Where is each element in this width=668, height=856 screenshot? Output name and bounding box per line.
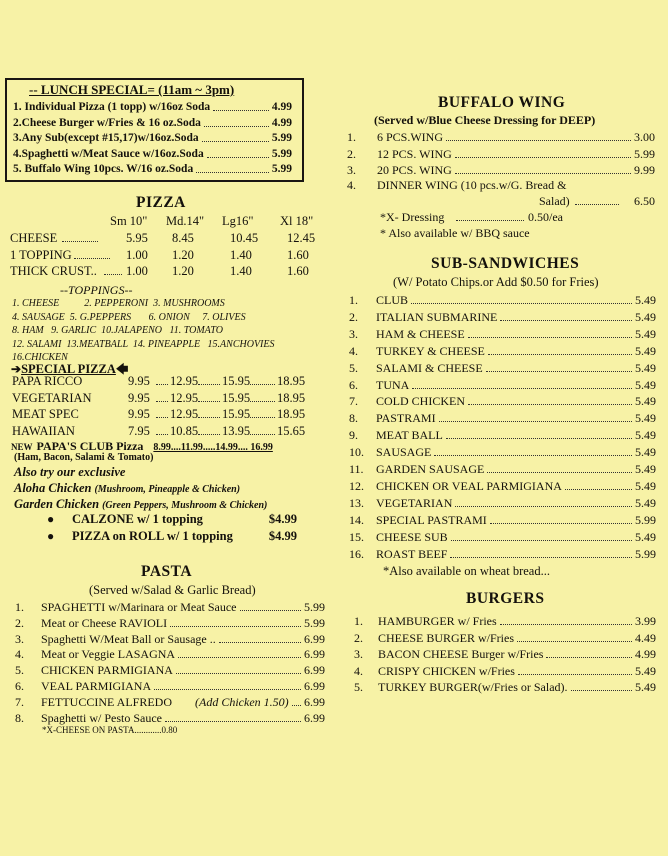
dinner-wing-price: 6.50	[634, 194, 655, 208]
pizza-row-price: 10.45	[230, 231, 259, 245]
item-name: CHEESE BURGER w/Fries	[378, 630, 515, 645]
sub-item	[349, 393, 656, 409]
special-pizza-price: 18.95	[277, 374, 306, 388]
toppings-line: 16.CHICKEN	[12, 352, 68, 363]
pizza-row-price: 12.45	[287, 231, 316, 245]
special-pizza-price: 15.95	[222, 390, 251, 405]
pizza-row-price: 1.20	[172, 264, 194, 278]
item-name: 20 PCS. WING	[377, 163, 452, 177]
item-number: 3.	[347, 163, 356, 177]
special-pizza-price: 12.95	[170, 407, 199, 421]
leader-dots	[198, 401, 220, 402]
lunch-special-item	[13, 161, 292, 177]
leader-dots	[202, 141, 269, 142]
item-number: 1.	[349, 293, 358, 307]
pasta-item	[15, 678, 325, 694]
pizza-size-label: Md.14"	[166, 214, 205, 228]
leader-dots	[250, 434, 275, 435]
item-name: TURKEY BURGER(w/Fries or Salad).	[378, 680, 568, 694]
sub-item	[349, 529, 656, 545]
pizza-roll-price: $4.99	[268, 529, 297, 543]
item-name: 6 PCS.WING	[377, 130, 444, 144]
pasta-item	[15, 646, 325, 662]
subs-heading: SUB-SANDWICHES	[431, 255, 580, 272]
dinner-wing-row	[347, 178, 655, 210]
sub-item	[349, 495, 656, 511]
item-name: HAM & CHEESE	[376, 326, 465, 341]
item-price: 4.49	[635, 630, 656, 645]
buffalo-wing-item	[347, 146, 655, 162]
pizza-row-price: 1.20	[172, 247, 194, 262]
lunch-special-item	[13, 146, 292, 162]
item-name: 3.Any Sub(except #15,17)w/16oz.Soda	[13, 132, 199, 144]
special-pizza-price: 9.95	[128, 407, 150, 421]
item-price: 5.99	[634, 146, 655, 161]
leader-dots	[518, 674, 632, 675]
papas-club-desc: (Ham, Bacon, Salami & Tomato)	[14, 452, 154, 463]
sub-item	[349, 427, 656, 443]
item-name: MEAT BALL	[376, 428, 443, 443]
special-pizza-title: SPECIAL PIZZA	[21, 362, 116, 376]
sub-item	[349, 410, 656, 426]
item-price: 4.99	[271, 116, 292, 129]
item-number: 2.	[347, 146, 356, 161]
new-badge: NEW	[11, 442, 33, 452]
burger-item	[354, 679, 656, 695]
sub-item	[349, 309, 656, 325]
item-number: 11.	[349, 462, 364, 476]
papas-club-prices: 8.99....11.99.....14.99.... 16.99	[153, 442, 273, 453]
pizza-size-label: Lg16"	[222, 214, 254, 228]
buffalo-wing-subtitle: (Served w/Blue Cheese Dressing for DEEP)	[374, 113, 596, 127]
item-price: 5.49	[635, 293, 656, 307]
special-pizza-price: 7.95	[128, 423, 150, 438]
pizza-roll-row	[47, 529, 297, 545]
item-name: VEAL PARMIGIANA	[41, 679, 152, 693]
item-number: 7.	[349, 394, 358, 409]
leader-dots	[451, 540, 632, 541]
lunch-special-item	[13, 130, 292, 146]
item-name: PASTRAMI	[376, 411, 436, 426]
pizza-size-label: Sm 10"	[110, 214, 148, 228]
leader-dots	[104, 274, 122, 275]
pasta-item	[15, 615, 325, 631]
item-number: 15.	[349, 529, 364, 544]
leader-dots	[156, 401, 168, 402]
leader-dots	[487, 472, 632, 473]
special-pizza-price: 12.95	[170, 374, 199, 388]
lunch-special-box	[5, 78, 304, 182]
item-number: 2.	[354, 630, 363, 645]
toppings-heading: --TOPPINGS--	[60, 283, 133, 297]
item-number: 6.	[349, 377, 358, 392]
subs-note: *Also available on wheat bread...	[383, 564, 550, 578]
item-price: 5.49	[635, 428, 656, 443]
pizza-row-price: 1.40	[230, 247, 252, 262]
leader-dots	[156, 434, 168, 435]
pizza-size-label: Xl 18"	[280, 214, 314, 228]
item-name: SAUSAGE	[376, 445, 432, 460]
item-name: CHEESE SUB	[376, 529, 448, 544]
item-price: 5.49	[635, 478, 656, 493]
garden-chicken-desc: (Green Peppers, Mushroom & Chicken)	[102, 500, 268, 511]
leader-dots	[517, 641, 632, 642]
dinner-wing-line1: DINNER WING (10 pcs.w/G. Bread &	[377, 178, 567, 192]
sub-item	[349, 292, 656, 308]
item-name: 2.Cheese Burger w/Fries & 16 oz.Soda	[13, 116, 201, 129]
leader-dots	[207, 157, 269, 158]
sub-item	[349, 461, 656, 477]
aloha-chicken-name: Aloha Chicken	[14, 481, 92, 495]
item-name: TUNA	[376, 377, 410, 392]
pizza-row-price: 1.00	[126, 247, 148, 262]
bullet-icon: ●	[47, 512, 55, 526]
special-pizza-name: MEAT SPEC	[12, 407, 79, 421]
pizza-row-price: 1.00	[126, 264, 148, 278]
leader-dots	[154, 689, 301, 690]
buffalo-wing-item	[347, 129, 655, 145]
item-price: 5.49	[635, 680, 656, 694]
item-name: 12 PCS. WING	[377, 146, 452, 161]
leader-dots	[156, 417, 168, 418]
leader-dots	[468, 337, 632, 338]
pasta-item	[15, 599, 325, 615]
item-number: 12.	[349, 478, 364, 493]
calzone-row	[47, 512, 297, 528]
dressing-row	[380, 209, 580, 225]
leader-dots	[455, 506, 632, 507]
item-number: 4.	[354, 663, 363, 678]
sub-item	[349, 546, 656, 562]
leader-dots	[412, 388, 632, 389]
item-price: 5.49	[635, 326, 656, 341]
item-extra: (Add Chicken 1.50)	[195, 694, 289, 709]
leader-dots	[219, 642, 301, 643]
item-price: 4.99	[271, 101, 292, 113]
leader-dots	[198, 417, 220, 418]
leader-dots	[455, 157, 631, 158]
item-name: CHICKEN OR VEAL PARMIGIANA	[376, 478, 562, 493]
leader-dots	[176, 673, 301, 674]
item-price: 5.99	[635, 512, 656, 527]
leader-dots	[488, 354, 632, 355]
pasta-heading: PASTA	[141, 563, 193, 580]
leader-dots	[292, 705, 301, 706]
item-name: BACON CHEESE Burger w/Fries	[378, 647, 544, 661]
pizza-heading: PIZZA	[136, 194, 186, 211]
item-number: 2.	[349, 309, 358, 324]
item-number: 5.	[349, 360, 358, 375]
leader-dots	[250, 417, 275, 418]
pizza-row-price: 8.45	[172, 231, 194, 245]
item-name: CHICKEN PARMIGIANA	[41, 663, 173, 678]
item-number: 3.	[354, 647, 363, 661]
leader-dots	[565, 489, 632, 490]
item-name: 4.Spaghetti w/Meat Sauce w/16oz.Soda	[13, 147, 204, 160]
leader-dots	[250, 401, 275, 402]
right-arrow-icon: ➔	[11, 362, 22, 376]
sub-item	[349, 377, 656, 393]
leader-dots	[468, 404, 632, 405]
leader-dots	[165, 721, 301, 722]
lunch-special-item	[13, 99, 292, 115]
special-pizza-price: 12.95	[170, 390, 199, 405]
sub-item	[349, 444, 656, 460]
special-pizza-price: 18.95	[277, 407, 306, 421]
leader-dots	[571, 690, 632, 691]
item-name: VEGETARIAN	[376, 495, 453, 510]
leader-dots	[240, 610, 301, 611]
leader-dots	[198, 384, 220, 385]
dressing-label: *X- Dressing	[380, 210, 445, 224]
item-number: 9.	[349, 428, 358, 443]
leader-dots	[250, 384, 275, 385]
item-name: TURKEY & CHEESE	[376, 343, 485, 358]
item-price: 5.99	[304, 615, 325, 630]
pasta-item	[15, 694, 325, 710]
item-price: 6.99	[304, 663, 325, 678]
item-price: 5.49	[635, 309, 656, 324]
pasta-subtitle: (Served w/Salad & Garlic Bread)	[89, 583, 256, 597]
item-name: FETTUCCINE ALFREDO	[41, 694, 173, 709]
pasta-item	[15, 631, 325, 647]
item-price: 3.99	[635, 614, 656, 628]
item-name: SPECIAL PASTRAMI	[376, 512, 487, 527]
special-pizza-price: 15.65	[277, 423, 306, 438]
leader-dots	[170, 626, 301, 627]
item-number: 3.	[349, 326, 358, 341]
left-arrow-icon: 🡄	[115, 362, 129, 376]
subs-subtitle: (W/ Potato Chips.or Add $0.50 for Fries)	[393, 275, 599, 289]
item-name: Meat or Cheese RAVIOLI	[41, 615, 168, 630]
item-price: 6.99	[304, 694, 325, 709]
item-price: 4.99	[635, 647, 656, 661]
item-price: 5.49	[635, 343, 656, 358]
item-number: 14.	[349, 512, 364, 527]
leader-dots	[546, 657, 632, 658]
calzone-name: CALZONE w/ 1 topping	[72, 512, 203, 526]
garden-chicken-name: Garden Chicken	[14, 497, 100, 511]
pizza-row-price: 1.60	[287, 247, 309, 262]
item-name: HAMBURGER w/ Fries	[378, 614, 497, 628]
leader-dots	[575, 204, 619, 205]
sub-item	[349, 360, 656, 376]
item-name: SALAMI & CHEESE	[376, 360, 483, 375]
item-number: 1.	[347, 130, 356, 144]
leader-dots	[213, 110, 269, 111]
item-name: 1. Individual Pizza (1 topp) w/16oz Soda	[13, 101, 211, 113]
item-price: 5.49	[635, 360, 656, 375]
item-name: 5. Buffalo Wing 10pcs. W/16 oz.Soda	[13, 163, 194, 175]
item-name: Meat or Veggie LASAGNA	[41, 647, 176, 662]
aloha-chicken-row	[14, 481, 240, 497]
item-name: Spaghetti w/ Pesto Sauce	[41, 710, 162, 725]
item-number: 13.	[349, 495, 364, 510]
item-number: 1.	[15, 600, 24, 614]
item-price: 5.49	[635, 411, 656, 426]
leader-dots	[490, 523, 632, 524]
toppings-line: 8. HAM 9. GARLIC 10.JALAPENO 11. TOMATO	[12, 325, 224, 336]
special-pizza-price: 10.85	[170, 423, 199, 438]
special-pizza-name: PAPA RICCO	[12, 374, 83, 388]
pasta-item	[15, 662, 325, 678]
leader-dots	[486, 371, 632, 372]
leader-dots	[204, 126, 269, 127]
dinner-wing-number: 4.	[347, 178, 356, 192]
toppings-line: 12. SALAMI 13.MEATBALL 14. PINEAPPLE 15.ANCHOVIES	[12, 338, 275, 350]
sub-item	[349, 478, 656, 494]
pizza-roll-name: PIZZA on ROLL w/ 1 topping	[72, 529, 233, 543]
leader-dots	[434, 455, 632, 456]
item-number: 5.	[354, 680, 363, 694]
item-number: 3.	[15, 631, 24, 646]
sub-item	[349, 343, 656, 359]
item-price: 5.49	[635, 377, 656, 392]
pizza-row-name: 1 TOPPING	[10, 247, 72, 262]
pasta-note: *X-CHEESE ON PASTA............0.80	[42, 725, 178, 735]
item-price: 5.99	[271, 147, 292, 160]
item-number: 6.	[15, 679, 24, 693]
leader-dots	[156, 384, 168, 385]
special-pizza-name: HAWAIIAN	[12, 423, 75, 438]
burger-item	[354, 630, 656, 646]
special-pizza-price: 9.95	[128, 374, 150, 388]
item-price: 5.49	[635, 529, 656, 544]
bbq-note: * Also available w/ BBQ sauce	[380, 226, 530, 240]
item-price: 5.49	[635, 663, 656, 678]
item-price: 5.49	[635, 495, 656, 510]
garden-chicken-row	[14, 497, 267, 513]
leader-dots	[178, 657, 301, 658]
leader-dots	[455, 173, 631, 174]
leader-dots	[411, 303, 632, 304]
item-price: 6.99	[304, 679, 325, 693]
buffalo-wing-heading: BUFFALO WING	[438, 94, 566, 111]
special-pizza-name: VEGETARIAN	[12, 390, 92, 405]
item-name: CLUB	[376, 293, 409, 307]
buffalo-wing-item	[347, 162, 655, 178]
item-number: 8.	[349, 411, 358, 426]
special-pizza-price: 9.95	[128, 390, 150, 405]
sub-item	[349, 512, 656, 528]
item-number: 8.	[15, 710, 24, 725]
item-price: 5.49	[635, 394, 656, 409]
item-name: CRISPY CHICKEN w/Fries	[378, 663, 515, 678]
item-name: GARDEN SAUSAGE	[376, 462, 485, 476]
leader-dots	[62, 241, 98, 242]
item-name: ROAST BEEF	[376, 546, 448, 561]
pizza-row-price: 5.95	[126, 231, 148, 245]
item-price: 6.99	[304, 647, 325, 662]
item-number: 2.	[15, 615, 24, 630]
item-number: 16.	[349, 546, 364, 561]
leader-dots	[198, 434, 220, 435]
leader-dots	[500, 320, 632, 321]
item-price: 6.99	[304, 710, 325, 725]
item-price: 5.49	[635, 462, 656, 476]
pizza-row-name: CHEESE	[10, 231, 58, 245]
pizza-row-price: 1.40	[230, 264, 252, 278]
item-number: 1.	[354, 614, 363, 628]
leader-dots	[500, 624, 632, 625]
item-price: 9.99	[634, 163, 655, 177]
item-price: 3.00	[634, 130, 655, 144]
sub-item	[349, 326, 656, 342]
burgers-heading: BURGERS	[466, 590, 545, 607]
item-name: ITALIAN SUBMARINE	[376, 309, 498, 324]
dinner-wing-line2: Salad)	[539, 194, 570, 208]
item-name: Spaghetti W/Meat Ball or Sausage ..	[41, 631, 216, 646]
leader-dots	[446, 140, 631, 141]
leader-dots	[456, 220, 524, 221]
special-pizza-price: 13.95	[222, 423, 251, 438]
burger-item	[354, 613, 656, 629]
item-name: COLD CHICKEN	[376, 394, 465, 409]
special-pizza-price: 15.95	[222, 374, 251, 388]
pizza-row-name: THICK CRUST..	[10, 264, 97, 278]
item-number: 5.	[15, 663, 24, 678]
item-number: 10.	[349, 445, 364, 460]
leader-dots	[74, 258, 110, 259]
item-price: 6.99	[304, 631, 325, 646]
item-price: 5.99	[635, 546, 656, 561]
dressing-price: 0.50/ea	[528, 210, 563, 224]
papas-club-name: PAPA'S CLUB Pizza	[36, 439, 144, 453]
special-pizza-price: 18.95	[277, 390, 306, 405]
item-price: 5.99	[271, 163, 292, 175]
item-price: 5.99	[304, 600, 325, 614]
leader-dots	[196, 172, 269, 173]
leader-dots	[446, 438, 632, 439]
leader-dots	[450, 557, 632, 558]
lunch-special-title: -- LUNCH SPECIAL= (11am ~ 3pm)	[29, 82, 235, 97]
try-also: Also try our exclusive	[14, 465, 126, 479]
leader-dots	[439, 421, 632, 422]
pizza-row-price: 1.60	[287, 264, 309, 278]
toppings-line: 1. CHEESE 2. PEPPERONI 3. MUSHROOMS	[12, 298, 225, 309]
aloha-chicken-desc: (Mushroom, Pineapple & Chicken)	[94, 484, 241, 495]
item-number: 4.	[349, 343, 358, 358]
burger-item	[354, 663, 656, 679]
burger-item	[354, 646, 656, 662]
item-price: 5.99	[271, 132, 292, 144]
special-pizza-price: 15.95	[222, 407, 251, 421]
calzone-price: $4.99	[268, 512, 297, 526]
item-price: 5.49	[635, 445, 656, 460]
bullet-icon: ●	[47, 529, 55, 543]
item-number: 7.	[15, 694, 24, 709]
lunch-special-item	[13, 115, 292, 131]
item-name: SPAGHETTI w/Marinara or Meat Sauce	[41, 600, 237, 614]
item-number: 4.	[15, 647, 24, 662]
toppings-line: 4. SAUSAGE 5. G.PEPPERS 6. ONION 7. OLIVES	[12, 311, 246, 323]
